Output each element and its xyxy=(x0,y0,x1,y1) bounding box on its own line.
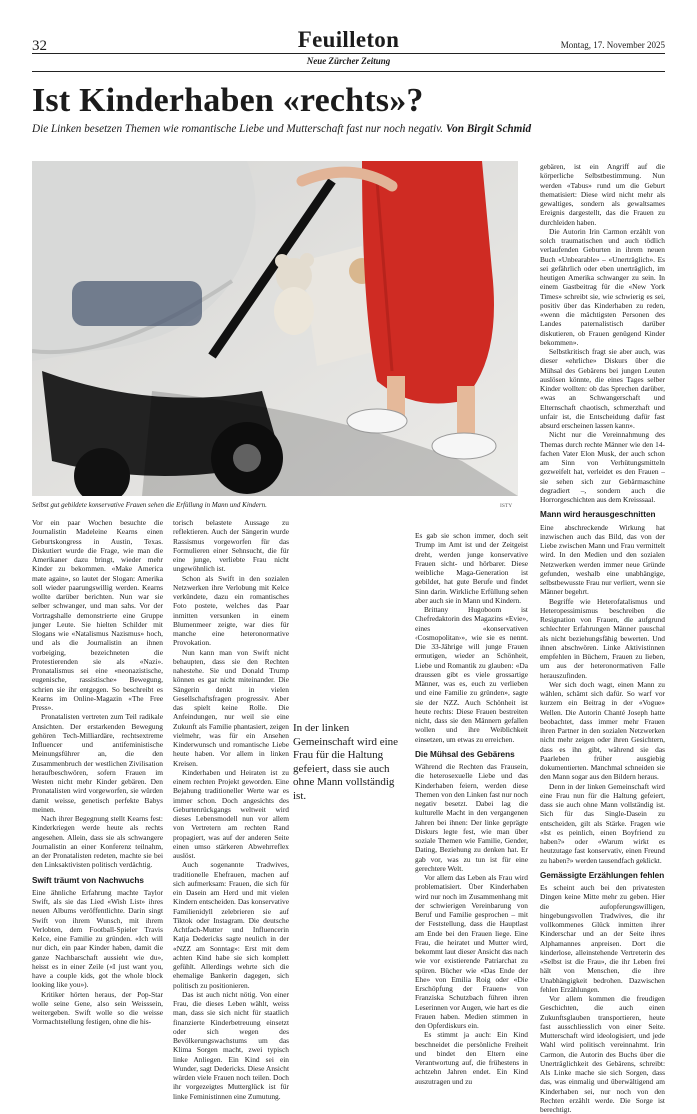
article-headline: Ist Kinderhaben «rechts»? xyxy=(32,82,424,119)
paragraph: Selbstkritisch fragt sie aber auch, was dieser «ehrliche» Diskurs über die Mühsal des Gebärens bei jungen Leuten auslösen könnte, die eines Tages selber Kinder wollten: ob das Sprechen darüber, «was an Schwangerschaft und Elternschaft chaotisch, schmerzhaft und unfair ist, die Entscheidung dafür fast absurd erscheinen lassen kann». xyxy=(540,347,665,430)
paragraph: Vor allem das Leben als Frau wird problematisiert. Über Kinderhaben wird nur noch im Zusammenhang mit der schwierigen Vereinbarung von Beruf und Familie gesprochen – mit der Feststellung, dass die Hauptlast am Ende bei den Frauen liege. Eine Frau, die heiratet und Mutter wird, bekommt laut dieser Ansicht das nach wie vor existierende Patriarchat zu spüren. Bücher wie «Das Ende der Ehe» von Emilia Roig oder «Die Erschöpfung der Frauen» von Franziska Schutzbach führen ihren Leserinnen vor Augen, wie hart es die Frauen haben. Medien stimmen in den Opferdiskurs ein. xyxy=(415,873,528,1030)
paragraph: Wer sich doch wagt, einen Mann zu wählen, schämt sich dafür. So warf vor kurzem ein Beitrag in der «Vogue» Wellen. Die Autorin Chanté Joseph hatte beobachtet, dass immer mehr Frauen ihren Partner in den sozialen Netzwerken nicht mehr zeigen oder ihren Gesichtern, dass es ihn gibt, während sie das Paarleben früher ausgiebig dokumentierten. Manchmal schneiden sie den Mann sogar aus den Bildern heraus. xyxy=(540,679,665,782)
article-column-2 xyxy=(173,518,289,1101)
photo-credit: ISTY xyxy=(500,503,513,509)
paragraph: Vor ein paar Wochen besuchte die Journalistin Madeleine Kearns einen Geburtskongress in Austin, Texas. Diskutiert wurde die Frage, wie man die Amerikaner dazu bringt, wieder mehr Kinder zu bekommen. «Make America mate again», so lautet der Slogan: Amerika soll wieder paarungswillig werden. Kearns wollte darüber berichten. Nun war sie selber schwanger, und man sahs. Vor der Vortragshalle demonstrierte eine Gruppe junger Leute. Sie hielten Schilder mit Slogans wie «Natalismus Nazismus» hoch, und als die Journalistin an ihnen vorbeiging, bezeichneten die Protestierenden sie als «Nazi». Pronatalismus sei eine «neonazistische, eugenische, rassistische» Bewegung, schrien sie ihr entgegen. So beschreibt es Kearns im Online-Magazin «The Free Press». xyxy=(32,518,163,712)
article-column-4 xyxy=(540,162,665,1114)
header-rule xyxy=(32,53,665,54)
article-lead xyxy=(32,123,672,135)
paragraph: Auch sogenannte Tradwives, traditionelle Ehefrauen, machen auf sich aufmerksam: Frauen, die sich für ein Dasein am Herd und mit vielen Kindern entscheiden. Das konservative Familienidyll zelebrieren sie auf Tiktok oder Instagram. Die deutsche Achtfach-Mutter und Influencerin Katja Dedericks sagte neulich in der «NZZ am Sonntag»: Erst mit dem achten Kind habe sie sich komplett gefühlt. Allerdings wehrte sich die ehemalige Bankerin dagegen, sich politisch zu positionieren. xyxy=(173,860,289,990)
paragraph: Es stimmt ja auch: Ein Kind beschneidet die persönliche Freiheit und bindet den Eltern eine Verantwortung auf, die frühestens in achtzehn Jahren endet. Ein Kind auszutragen und zu xyxy=(415,1030,528,1086)
paragraph: Nicht nur die Vereinnahmung des Themas durch rechte Männer wie den 14-fachen Vater Elon Musk, der auch schon am Sinn von Verhütungsmitteln gezweifelt hat, verleidet es den Frauen – sie sehen sich zur Gebärmaschine degradiert –, sondern auch die Horrorgeschichten aus dem Kreisssaal. xyxy=(540,430,665,504)
paragraph: gebären, ist ein Angriff auf die körperliche Selbstbestimmung. Nun werden «Tabus» rund um die Geburt thematisiert: Diese wird nicht mehr als gewaltiges, sondern als gewaltsames Ereignis dargestellt, das die Frauen zu durchleiden haben. xyxy=(540,162,665,227)
article-column-3 xyxy=(415,531,528,1086)
section-title: Feuilleton xyxy=(297,27,400,52)
paragraph: Nun kann man von Swift nicht behaupten, dass sie den Rechten nahestehe. Sie und Donald Trump können es gar nicht miteinander. Die Sängerin denkt in vielen Gesellschaftsfragen progressiv. Aber das spielt keine Rolle. Die Anfeindungen, nur weil sie eine Zukunft als Familie phantasiert, zeigen vielmehr, was für ein Ansehen Kinderwunsch und romantische Liebe heute haben. Vor allem in linken Kreisen. xyxy=(173,647,289,768)
paragraph: Kritiker hörten heraus, der Pop-Star wolle seine Gene, also sein Weisssein, weitergeben. Swift wolle so die weisse Vormachtstellung festigen, ohne die his- xyxy=(32,989,163,1027)
paragraph: Denn in der linken Gemeinschaft wird eine Frau nun für die Haltung gefeiert, dass sie auch ohne Mann vollständig ist. Sich für das Single-Dasein zu entscheiden, gilt als Stärke. Fragen wie «Ist es peinlich, einen Boyfriend zu haben?» oder «Warum wirkt es heutzutage fast konservativ, einen Freund zu haben?» werden tausendfach geklickt. xyxy=(540,781,665,865)
lead-text: Die Linken besetzen Themen wie romantische Liebe und Mutterschaft fast nur noch negativ. xyxy=(32,123,444,135)
paragraph: Es gab sie schon immer, doch seit Trump im Amt ist und der Zeitgeist dreht, werden junge konservative Frauen sicht- und hörbarer. Diese weibliche Maga-Generation ist gebildet, hat gute Berufe und findet Sinn darin. Wirkliche Erfüllung sehen aber auch sie in Mann und Kindern. xyxy=(415,531,528,605)
issue-date: Montag, 17. November 2025 xyxy=(560,40,665,50)
masthead-rule xyxy=(32,71,665,72)
paragraph: torisch belastete Aussage zu reflektieren. Auch der Sängerin wurde Rassismus vorgeworfen für das Formulieren einer Sehnsucht, die für eine junge, verliebte Frau nicht ungewöhnlich ist. xyxy=(173,518,289,574)
newspaper-masthead: Neue Zürcher Zeitung xyxy=(306,56,391,66)
paragraph: Vor allem kommen die freudigen Geschichten, die auch einen Zukunftsglauben transportieren, heute fast ausschliesslich von einer Seite. Mutterschaft wird ideologisiert, und jede Wahl wird politisch vereinnahmt. Irin Carmon, die Autorin des Buchs über die Unerträglichkeit des Gebärens, schreibt: Als Linke mache sie sich Sorgen, dass das, was einmalig und überwältigend am Kinderhaben sei, nur noch von den Rechten erzählt werde. Die Sorge ist berechtigt. xyxy=(540,994,665,1114)
paragraph: Schon als Swift in den sozialen Netzwerken ihre Verlobung mit Kelce verkündete, dazu ein romantisches Foto postete, welches das Paar inmitten versunken in einem Blumenmeer zeigte, war dies für manche eine heteronormative Provokation. xyxy=(173,573,289,648)
paragraph: Eine ähnliche Erfahrung machte Taylor Swift, als sie das Lied «Wish List» ihres neuen Albums veröffentlichte. Darin singt Swift von ihrem Wunsch, mit ihrem Verlobten, dem Football-Spieler Travis Kelce, eine Familie zu gründen. «Ich will nur dich, ein paar Kinder haben, damit die ganze Nachbarschaft aussieht wie du», heisst es in einer Zeile («I just want you, have a couple kids, got the whole block looking like you»). xyxy=(32,887,163,990)
photo-caption: Selbst gut gebildete konservative Frauen sehen die Erfüllung in Mann und Kindern. xyxy=(32,501,267,509)
subheading: Die Mühsal des Gebärens xyxy=(415,749,515,759)
paragraph: Pronatalisten vertreten zum Teil radikale Ansichten. Der erstarkenden Bewegung gehören Tech-Milliardäre, rechtsextreme Influencer und antifeministische Meinungsführer an, die den Zusammenbruch der westlichen Zivilisation heraufbeschwören, sofern Frauen im Westen nicht mehr Kinder gebären. Den Pronatalisten wird vorgeworfen, sie würden damit weisse, genetisch perfekte Babys meinen. xyxy=(32,712,163,814)
subheading: Gemässigte Erzählungen fehlen xyxy=(540,870,665,880)
paragraph: Nach ihrer Begegnung stellt Kearns fest: Kinderkriegen werde heute als rechts angesehen. Allein, dass sie als schwangere Journalistin an einer Konferenz teilnahm, an der Pronatalisten redeten, machte sie bei den Linksaktivisten politisch verdächtig. xyxy=(32,814,163,870)
paragraph: Es scheint auch bei den privatesten Dingen keine Mitte mehr zu geben. Hier die aufopferungswilligen, hingebungsvollen Tradwives, die ihr vollkommenes Glück inmitten ihrer Kinderschar und an der Seite ihres Alphamannes anpreisen. Dort die kinderlose, alleinstehende Vertreterin des «Selbst ist die Frau», die ihr Leben frei hält von Menschen, die ihre Unabhängigkeit bedrohen. Dazwischen fehlen Erzählungen. xyxy=(540,883,665,994)
subheading: Mann wird herausgeschnitten xyxy=(540,510,656,520)
article-column-1 xyxy=(32,518,163,1027)
article-photo xyxy=(32,161,518,496)
pull-quote: In der linken Gemeinschaft wird eine Frau für die Haltung gefeiert, dass sie auch ohne Mann vollständig ist. xyxy=(293,722,399,802)
paragraph: Eine abschreckende Wirkung hat inzwischen auch das Bild, das von der Liebe zwischen Mann und Frau vermittelt wird. In den Medien und den sozialen Netzwerken werden immer neue Gründe gefunden, weshalb eine unabhängige, selbstbewusste Frau nur verliert, wenn sie Männer begehrt. xyxy=(540,522,665,597)
paragraph: Kinderhaben und Heiraten ist zu einem rechten Projekt geworden. Eine Bejahung traditioneller Werte war es immer schon. Doch angesichts des Geburtenrückgangs weltweit wird dieses Lebensmodell nun vor allem von Vertretern am rechten Rand propagiert, was auf der anderen Seite einen umso stärkeren Abwehrreflex auslöst. xyxy=(173,767,289,860)
subheading: Swift träumt von Nachwuchs xyxy=(32,875,144,885)
paragraph: Die Autorin Irin Carmon erzählt von solch traumatischen und auch tödlich verlaufenden Geburten in ihrem neuen Buch «Unbearable» – «Unerträglich». Es sei gefährlich oder eben unerträglich, im heutigen Amerika schwanger zu sein. In einem Gastbeitrag für die «New York Times» schreibt sie, wie schwierig es sei, positiv über das Kinderhaben zu reden, «wenn die mächtigsten Personen des Landes paternalistisch darüber diskutieren, ob Frauen genügend Kinder bekommen». xyxy=(540,226,665,347)
byline: Von Birgit Schmid xyxy=(445,123,532,135)
stroller-mother-illustration xyxy=(32,161,518,496)
paragraph: Während die Rechten das Frausein, die heterosexuelle Liebe und das Kinderhaben feiern, werden diese Themen von den Linken fast nur noch negativ besetzt. Dabei lag die kulturelle Macht in den vergangenen Jahren bei ihnen: Der linke geprägte Diskurs legte fest, wie man über soziale Themen wie Familie, Gender, Dating, Beziehung zu denken hat. Er gab vor, was zu tun ist für eine gerechtere Welt. xyxy=(415,762,528,873)
paragraph: Brittany Hugoboom ist Chefredaktorin des Magazins «Evie», eines «konservativen ‹Cosmopolitan›», wie sie es nennt. Die 33-Jährige will junge Frauen ermutigen, wieder an Schönheit, Liebe und Romantik zu glauben: «Da draussen gibt es viele grossartige Männer, was es, euch zu verlieben und eine Familie zu gründen», sagte sie der NZZ. Auch Schönheit ist heute rechts: Diese Frauen bestreiten nicht, dass sie den Männern gefallen wollen und ihre Weiblichkeit einsetzen, um etwas zu erreichen. xyxy=(415,605,528,744)
paragraph: Das ist auch nicht nötig. Von einer Frau, die dieses Leben wählt, weiss man, dass sie sich nicht für staatlich finanzierte Kinderbetreuung einsetzt oder sich wegen des Bevölkerungswachstums um das Klima Sorgen macht, zwei typisch linke Anliegen. Ein Kind sei ein Wunder, sagt Dedericks. Diese Ansicht würden viele Frauen noch teilen. Doch ihr vorgezeigtes Mutterglück ist für linke Feministinnen eine Zumutung. xyxy=(173,989,289,1101)
page-number: 32 xyxy=(32,38,47,54)
paragraph: Begriffe wie Heterofatalismus und Heteropessimismus beschreiben die Resignation von Frauen, die aufgrund schlechter Erfahrungen Männer pauschal als nicht beziehungsfähig bewerten. Und ihnen abschwören. Linke Aktivistinnen empfehlen in Büchern, Frauen zu lieben, um aus der heteronormativen Falle herauszufinden. xyxy=(540,596,665,680)
